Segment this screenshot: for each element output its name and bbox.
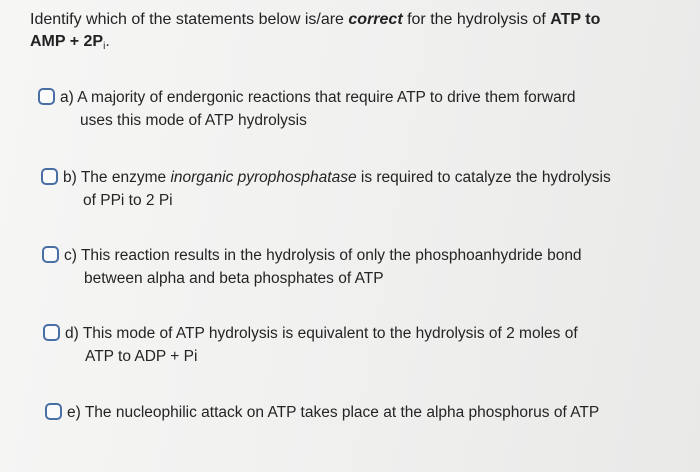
option-b[interactable] <box>41 166 611 212</box>
option-c-line1 <box>64 244 582 267</box>
option-c-line1-text: This reaction results in the hydrolysis of only the phosphoanhydride bond <box>80 247 582 264</box>
option-a-line1 <box>60 86 576 109</box>
option-a-checkbox[interactable] <box>38 88 55 105</box>
option-a[interactable] <box>38 86 576 132</box>
option-d-line2: ATP to ADP + Pi <box>85 348 198 365</box>
option-b-line1 <box>63 166 611 189</box>
question-middle: for the hydrolysis of <box>402 11 551 28</box>
option-b-checkbox[interactable] <box>41 168 58 185</box>
option-c[interactable] <box>42 244 582 290</box>
option-a-line1-text: A majority of endergonic reactions that require ATP to drive them forward <box>77 89 576 106</box>
option-b-text <box>63 166 611 212</box>
question-emphasis: correct <box>348 11 403 28</box>
option-d[interactable] <box>43 322 578 368</box>
option-c-line2: between alpha and beta phosphates of ATP <box>84 270 384 287</box>
question-reaction-part1: ATP to <box>550 11 601 28</box>
option-c-letter: c) <box>64 247 77 264</box>
option-a-text <box>60 86 576 132</box>
option-b-line2: of PPi to 2 Pi <box>83 192 173 209</box>
option-a-letter: a) <box>60 89 74 106</box>
option-d-text <box>65 322 578 368</box>
question-reaction-subscript: i <box>103 41 106 52</box>
option-d-line1 <box>65 322 578 345</box>
question-reaction-part2: AMP + 2P <box>30 33 104 50</box>
question-suffix: . <box>105 33 110 50</box>
question-prefix: Identify which of the statements below is/are <box>30 11 349 28</box>
option-b-letter: b) <box>63 169 77 186</box>
option-d-checkbox[interactable] <box>43 324 60 341</box>
option-c-checkbox[interactable] <box>42 246 59 263</box>
option-e-line1-text: The nucleophilic attack on ATP takes place at the alpha phosphorus of ATP <box>84 404 600 421</box>
question-text <box>30 9 680 58</box>
option-d-line1-text: This mode of ATP hydrolysis is equivalent to the hydrolysis of 2 moles of <box>82 325 578 342</box>
option-e-line1 <box>67 401 599 424</box>
option-b-line1-post: is required to catalyze the hydrolysis <box>356 169 611 186</box>
option-e-text <box>67 401 599 424</box>
option-e-checkbox[interactable] <box>45 403 62 420</box>
option-d-letter: d) <box>65 325 79 342</box>
option-b-enzyme-name: inorganic pyrophosphatase <box>170 169 357 186</box>
option-e[interactable] <box>45 401 599 424</box>
option-a-line2: uses this mode of ATP hydrolysis <box>80 112 307 129</box>
option-e-letter: e) <box>67 404 81 421</box>
option-b-line1-pre: The enzyme <box>80 169 171 186</box>
option-c-text <box>64 244 582 290</box>
